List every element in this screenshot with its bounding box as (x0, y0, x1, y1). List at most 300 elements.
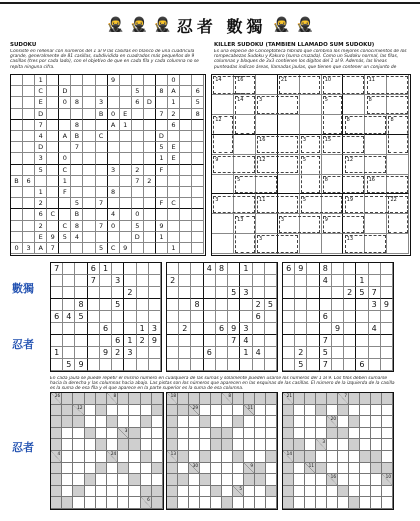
grid-cell[interactable] (108, 176, 120, 187)
grid-cell[interactable] (216, 335, 228, 347)
grid-cell[interactable] (295, 287, 307, 299)
grid-cell[interactable]: 7 (132, 176, 144, 187)
entry-cell[interactable] (244, 428, 255, 440)
entry-cell[interactable] (233, 463, 244, 475)
grid-cell[interactable] (192, 165, 204, 176)
grid-cell[interactable]: 1 (137, 323, 149, 335)
grid-cell[interactable]: 1 (59, 176, 71, 187)
grid-cell[interactable] (180, 198, 192, 209)
grid-cell[interactable] (180, 109, 192, 120)
grid-cell[interactable] (192, 232, 204, 243)
grid-cell[interactable] (216, 359, 228, 371)
grid-cell[interactable] (75, 287, 87, 299)
entry-cell[interactable] (189, 439, 200, 451)
grid-cell[interactable] (11, 142, 23, 153)
grid-cell[interactable] (124, 275, 136, 287)
grid-cell[interactable] (11, 165, 23, 176)
grid-cell[interactable]: 1 (100, 263, 112, 275)
grid-cell[interactable] (180, 153, 192, 164)
grid-cell[interactable]: 8 (71, 97, 83, 108)
entry-cell[interactable] (222, 486, 233, 498)
entry-cell[interactable] (371, 405, 382, 417)
grid-cell[interactable] (179, 347, 191, 359)
grid-cell[interactable] (369, 275, 381, 287)
grid-cell[interactable] (63, 299, 75, 311)
entry-cell[interactable] (382, 439, 393, 451)
grid-cell[interactable]: 5 (132, 221, 144, 232)
grid-cell[interactable] (307, 311, 319, 323)
grid-cell[interactable] (47, 153, 59, 164)
grid-cell[interactable]: D (35, 142, 47, 153)
grid-cell[interactable]: C (96, 131, 108, 142)
entry-cell[interactable] (189, 451, 200, 463)
grid-cell[interactable] (228, 299, 240, 311)
entry-cell[interactable] (338, 439, 349, 451)
entry-cell[interactable] (294, 474, 305, 486)
grid-cell[interactable] (11, 221, 23, 232)
grid-cell[interactable] (51, 359, 63, 371)
entry-cell[interactable] (107, 486, 118, 498)
grid-cell[interactable] (144, 120, 156, 131)
entry-cell[interactable] (118, 451, 129, 463)
grid-cell[interactable] (369, 311, 381, 323)
grid-cell[interactable] (216, 299, 228, 311)
grid-cell[interactable]: 6 (132, 97, 144, 108)
entry-cell[interactable] (178, 416, 189, 428)
entry-cell[interactable] (305, 439, 316, 451)
grid-cell[interactable] (88, 347, 100, 359)
grid-cell[interactable]: 3 (240, 287, 252, 299)
entry-cell[interactable] (211, 474, 222, 486)
grid-cell[interactable] (11, 131, 23, 142)
grid-cell[interactable] (108, 153, 120, 164)
grid-cell[interactable] (240, 311, 252, 323)
grid-cell[interactable] (120, 209, 132, 220)
grid-cell[interactable] (212, 214, 234, 234)
grid-cell[interactable]: F (156, 198, 168, 209)
grid-cell[interactable] (365, 135, 387, 155)
grid-cell[interactable] (137, 299, 149, 311)
entry-cell[interactable] (255, 405, 266, 417)
grid-cell[interactable] (144, 75, 156, 86)
grid-cell[interactable] (124, 323, 136, 335)
grid-cell[interactable] (108, 131, 120, 142)
grid-cell[interactable] (47, 187, 59, 198)
entry-cell[interactable] (141, 463, 152, 475)
grid-cell[interactable] (47, 75, 59, 86)
grid-cell[interactable] (100, 299, 112, 311)
grid-cell[interactable] (307, 335, 319, 347)
grid-cell[interactable] (369, 347, 381, 359)
grid-cell[interactable] (320, 323, 332, 335)
entry-cell[interactable] (360, 497, 371, 509)
grid-cell[interactable] (180, 131, 192, 142)
grid-cell[interactable] (307, 347, 319, 359)
grid-cell[interactable] (137, 347, 149, 359)
grid-cell[interactable] (96, 232, 108, 243)
grid-cell[interactable] (156, 75, 168, 86)
grid-cell[interactable]: 7 (320, 335, 332, 347)
entry-cell[interactable] (96, 486, 107, 498)
grid-cell[interactable] (120, 86, 132, 97)
grid-cell[interactable] (228, 263, 240, 275)
grid-cell[interactable]: C (47, 209, 59, 220)
grid-cell[interactable]: 9 (120, 243, 132, 254)
grid-cell[interactable]: 6 (51, 311, 63, 323)
grid-cell[interactable] (179, 263, 191, 275)
grid-cell[interactable]: 5 (132, 86, 144, 97)
grid-cell[interactable] (132, 109, 144, 120)
entry-cell[interactable] (129, 463, 140, 475)
entry-cell[interactable] (152, 451, 163, 463)
grid-cell[interactable]: E (120, 109, 132, 120)
grid-cell[interactable]: 9 (381, 299, 393, 311)
grid-cell[interactable] (88, 299, 100, 311)
grid-cell[interactable] (83, 153, 95, 164)
grid-cell[interactable] (120, 131, 132, 142)
grid-cell[interactable] (332, 263, 344, 275)
entry-cell[interactable] (244, 486, 255, 498)
grid-cell[interactable] (283, 311, 295, 323)
grid-cell[interactable]: 6 (112, 335, 124, 347)
grid-cell[interactable] (23, 131, 35, 142)
grid-cell[interactable] (167, 311, 179, 323)
grid-cell[interactable] (278, 175, 300, 195)
grid-cell[interactable] (192, 176, 204, 187)
grid-cell[interactable]: 0 (168, 75, 180, 86)
entry-cell[interactable] (129, 416, 140, 428)
grid-cell[interactable] (144, 243, 156, 254)
grid-cell[interactable]: 4 (71, 232, 83, 243)
grid-cell[interactable]: 2 (35, 221, 47, 232)
grid-cell[interactable]: 3 (149, 323, 161, 335)
grid-cell[interactable]: 5 (228, 287, 240, 299)
grid-cell[interactable] (156, 187, 168, 198)
grid-cell[interactable]: 0 (59, 153, 71, 164)
grid-cell[interactable] (307, 263, 319, 275)
entry-cell[interactable] (85, 439, 96, 451)
entry-cell[interactable] (244, 451, 255, 463)
grid-cell[interactable] (75, 263, 87, 275)
grid-cell[interactable] (204, 335, 216, 347)
entry-cell[interactable] (294, 405, 305, 417)
grid-cell[interactable]: 5 (320, 347, 332, 359)
grid-cell[interactable] (168, 209, 180, 220)
entry-cell[interactable] (316, 486, 327, 498)
grid-cell[interactable]: 7 (369, 287, 381, 299)
entry-cell[interactable] (371, 439, 382, 451)
grid-cell[interactable]: A (168, 86, 180, 97)
entry-cell[interactable] (360, 416, 371, 428)
grid-cell[interactable] (59, 243, 71, 254)
grid-cell[interactable]: 9 (228, 323, 240, 335)
grid-cell[interactable] (75, 335, 87, 347)
grid-cell[interactable]: 1 (124, 335, 136, 347)
grid-cell[interactable]: 4 (320, 275, 332, 287)
grid-cell[interactable] (204, 275, 216, 287)
grid-cell[interactable] (83, 131, 95, 142)
grid-cell[interactable]: 5 (96, 243, 108, 254)
grid-cell[interactable] (83, 97, 95, 108)
entry-cell[interactable] (382, 497, 393, 509)
grid-cell[interactable] (71, 176, 83, 187)
entry-cell[interactable] (222, 451, 233, 463)
grid-cell[interactable] (381, 311, 393, 323)
grid-cell[interactable] (332, 359, 344, 371)
entry-cell[interactable] (107, 439, 118, 451)
grid-cell[interactable] (63, 347, 75, 359)
grid-cell[interactable] (156, 176, 168, 187)
entry-cell[interactable] (73, 463, 84, 475)
grid-cell[interactable] (132, 243, 144, 254)
entry-cell[interactable] (382, 416, 393, 428)
grid-cell[interactable]: 8 (320, 263, 332, 275)
entry-cell[interactable] (255, 497, 266, 509)
entry-cell[interactable] (62, 439, 73, 451)
grid-cell[interactable]: 1 (35, 187, 47, 198)
grid-cell[interactable]: 2 (112, 347, 124, 359)
grid-cell[interactable]: 0 (132, 209, 144, 220)
entry-cell[interactable] (266, 416, 277, 428)
grid-cell[interactable] (265, 275, 277, 287)
entry-cell[interactable] (189, 497, 200, 509)
grid-cell[interactable] (83, 86, 95, 97)
grid-cell[interactable] (88, 287, 100, 299)
grid-cell[interactable] (253, 335, 265, 347)
grid-cell[interactable] (47, 142, 59, 153)
grid-cell[interactable] (23, 232, 35, 243)
grid-cell[interactable] (35, 176, 47, 187)
grid-cell[interactable] (59, 109, 71, 120)
grid-cell[interactable] (265, 347, 277, 359)
grid-cell[interactable] (344, 359, 356, 371)
grid-cell[interactable] (144, 198, 156, 209)
grid-cell[interactable] (96, 165, 108, 176)
grid-cell[interactable] (11, 153, 23, 164)
entry-cell[interactable] (178, 439, 189, 451)
grid-cell[interactable]: 9 (149, 335, 161, 347)
grid-cell[interactable]: B (11, 176, 23, 187)
grid-cell[interactable]: 3 (112, 275, 124, 287)
grid-cell[interactable] (156, 120, 168, 131)
entry-cell[interactable] (85, 497, 96, 509)
entry-cell[interactable] (233, 405, 244, 417)
grid-cell[interactable] (120, 165, 132, 176)
grid-cell[interactable] (179, 311, 191, 323)
grid-cell[interactable] (167, 323, 179, 335)
entry-cell[interactable] (178, 497, 189, 509)
grid-cell[interactable] (137, 275, 149, 287)
grid-cell[interactable] (47, 176, 59, 187)
grid-cell[interactable] (192, 243, 204, 254)
grid-cell[interactable] (83, 165, 95, 176)
entry-cell[interactable] (294, 497, 305, 509)
entry-cell[interactable] (62, 463, 73, 475)
grid-cell[interactable] (132, 187, 144, 198)
entry-cell[interactable] (96, 428, 107, 440)
grid-cell[interactable]: 8 (216, 263, 228, 275)
grid-cell[interactable]: 5 (295, 359, 307, 371)
grid-cell[interactable] (307, 287, 319, 299)
entry-cell[interactable] (118, 486, 129, 498)
grid-cell[interactable]: 2 (295, 347, 307, 359)
entry-cell[interactable] (62, 451, 73, 463)
grid-cell[interactable]: D (59, 86, 71, 97)
grid-cell[interactable] (192, 187, 204, 198)
grid-cell[interactable] (387, 234, 409, 254)
grid-cell[interactable]: 2 (179, 323, 191, 335)
grid-cell[interactable] (356, 311, 368, 323)
grid-cell[interactable] (88, 311, 100, 323)
entry-cell[interactable] (360, 428, 371, 440)
grid-cell[interactable] (149, 347, 161, 359)
grid-cell[interactable] (149, 311, 161, 323)
grid-cell[interactable] (51, 323, 63, 335)
grid-cell[interactable]: 5 (356, 287, 368, 299)
grid-cell[interactable] (295, 335, 307, 347)
grid-cell[interactable]: B (71, 131, 83, 142)
grid-cell[interactable]: 7 (35, 120, 47, 131)
entry-cell[interactable] (211, 416, 222, 428)
grid-cell[interactable]: 6 (356, 359, 368, 371)
entry-cell[interactable] (189, 416, 200, 428)
entry-cell[interactable] (189, 428, 200, 440)
grid-cell[interactable] (369, 359, 381, 371)
grid-cell[interactable] (23, 165, 35, 176)
grid-cell[interactable] (108, 198, 120, 209)
grid-cell[interactable]: 3 (124, 347, 136, 359)
grid-cell[interactable]: 9 (156, 221, 168, 232)
entry-cell[interactable] (200, 463, 211, 475)
grid-cell[interactable] (216, 287, 228, 299)
grid-cell[interactable] (120, 75, 132, 86)
grid-cell[interactable]: 8 (108, 187, 120, 198)
entry-cell[interactable] (107, 463, 118, 475)
grid-cell[interactable] (23, 109, 35, 120)
entry-cell[interactable] (129, 405, 140, 417)
grid-cell[interactable] (132, 131, 144, 142)
grid-cell[interactable] (283, 347, 295, 359)
grid-cell[interactable]: F (59, 187, 71, 198)
grid-cell[interactable] (369, 263, 381, 275)
grid-cell[interactable]: 0 (59, 97, 71, 108)
entry-cell[interactable] (349, 463, 360, 475)
entry-cell[interactable] (327, 439, 338, 451)
grid-cell[interactable] (253, 323, 265, 335)
entry-cell[interactable] (244, 497, 255, 509)
entry-cell[interactable] (107, 405, 118, 417)
entry-cell[interactable] (316, 416, 327, 428)
entry-cell[interactable] (62, 474, 73, 486)
grid-cell[interactable]: 1 (51, 347, 63, 359)
grid-cell[interactable]: 6 (253, 311, 265, 323)
grid-cell[interactable] (83, 176, 95, 187)
entry-cell[interactable] (211, 405, 222, 417)
entry-cell[interactable] (349, 486, 360, 498)
entry-cell[interactable] (96, 416, 107, 428)
grid-cell[interactable] (381, 359, 393, 371)
grid-cell[interactable]: 5 (265, 299, 277, 311)
grid-cell[interactable] (83, 209, 95, 220)
grid-cell[interactable] (344, 347, 356, 359)
grid-cell[interactable] (216, 311, 228, 323)
entry-cell[interactable] (360, 474, 371, 486)
grid-cell[interactable] (204, 287, 216, 299)
grid-cell[interactable]: 7 (96, 221, 108, 232)
grid-cell[interactable] (381, 287, 393, 299)
entry-cell[interactable] (316, 474, 327, 486)
grid-cell[interactable] (167, 263, 179, 275)
grid-cell[interactable] (83, 243, 95, 254)
grid-cell[interactable] (381, 323, 393, 335)
grid-cell[interactable] (167, 359, 179, 371)
grid-cell[interactable] (144, 153, 156, 164)
grid-cell[interactable] (149, 275, 161, 287)
grid-cell[interactable]: 0 (11, 243, 23, 254)
grid-cell[interactable] (179, 359, 191, 371)
grid-cell[interactable]: 0 (108, 109, 120, 120)
grid-cell[interactable]: 9 (75, 359, 87, 371)
grid-cell[interactable] (356, 299, 368, 311)
grid-cell[interactable] (132, 120, 144, 131)
grid-cell[interactable] (300, 234, 322, 254)
grid-cell[interactable]: 7 (320, 359, 332, 371)
entry-cell[interactable] (327, 463, 338, 475)
grid-cell[interactable] (167, 287, 179, 299)
entry-cell[interactable] (266, 497, 277, 509)
grid-cell[interactable] (120, 142, 132, 153)
entry-cell[interactable] (338, 497, 349, 509)
entry-cell[interactable] (316, 497, 327, 509)
grid-cell[interactable]: 1 (168, 97, 180, 108)
entry-cell[interactable] (222, 405, 233, 417)
entry-cell[interactable] (200, 497, 211, 509)
grid-cell[interactable] (51, 335, 63, 347)
entry-cell[interactable] (85, 463, 96, 475)
grid-cell[interactable] (120, 97, 132, 108)
grid-cell[interactable]: 7 (71, 142, 83, 153)
grid-cell[interactable] (295, 323, 307, 335)
grid-cell[interactable] (307, 359, 319, 371)
grid-cell[interactable] (180, 209, 192, 220)
grid-cell[interactable] (344, 335, 356, 347)
grid-cell[interactable]: A (35, 243, 47, 254)
grid-cell[interactable]: C (35, 86, 47, 97)
grid-cell[interactable] (132, 142, 144, 153)
grid-cell[interactable]: 3 (369, 299, 381, 311)
grid-cell[interactable]: 9 (100, 347, 112, 359)
grid-cell[interactable] (124, 263, 136, 275)
grid-cell[interactable]: B (71, 209, 83, 220)
grid-cell[interactable] (120, 221, 132, 232)
grid-cell[interactable]: 1 (35, 75, 47, 86)
grid-cell[interactable]: 6 (320, 311, 332, 323)
grid-cell[interactable] (192, 209, 204, 220)
grid-cell[interactable]: 2 (253, 299, 265, 311)
grid-cell[interactable] (180, 165, 192, 176)
grid-cell[interactable] (381, 275, 393, 287)
grid-cell[interactable] (11, 75, 23, 86)
grid-cell[interactable] (100, 275, 112, 287)
grid-cell[interactable] (168, 221, 180, 232)
grid-cell[interactable] (149, 263, 161, 275)
entry-cell[interactable] (316, 428, 327, 440)
grid-cell[interactable] (88, 359, 100, 371)
entry-cell[interactable] (266, 439, 277, 451)
grid-cell[interactable] (96, 142, 108, 153)
grid-cell[interactable] (75, 347, 87, 359)
entry-cell[interactable] (371, 428, 382, 440)
